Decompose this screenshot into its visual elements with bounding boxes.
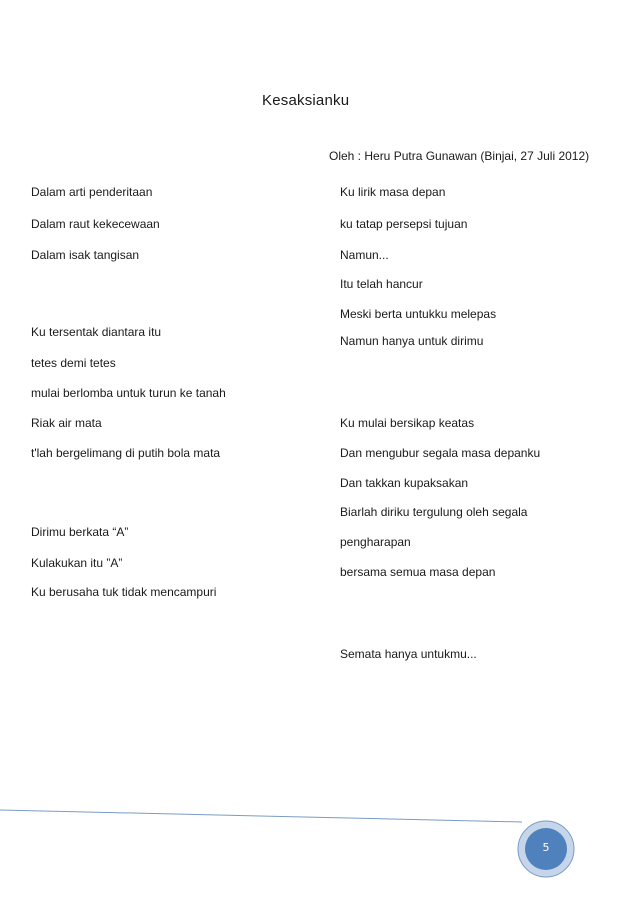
page-number: 5: [542, 841, 550, 854]
left-line-1: Dalam arti penderitaan: [31, 185, 153, 199]
left-line-7: Riak air mata: [31, 416, 102, 430]
left-line-3: Dalam isak tangisan: [31, 248, 140, 262]
right-line-11: pengharapan: [340, 535, 411, 549]
left-line-9: Dirimu berkata “A”: [31, 525, 129, 539]
right-line-13: Semata hanya untukmu...: [340, 647, 477, 661]
footer-rule: [0, 810, 522, 822]
left-line-6: mulai berlomba untuk turun ke tanah: [31, 386, 226, 400]
right-line-7: Ku mulai bersikap keatas: [340, 416, 475, 430]
right-line-12: bersama semua masa depan: [340, 565, 496, 579]
left-line-8: t'lah bergelimang di putih bola mata: [31, 446, 221, 460]
left-line-11: Ku berusaha tuk tidak mencampuri: [31, 585, 217, 599]
right-line-4: Itu telah hancur: [340, 277, 423, 291]
right-line-3: Namun...: [340, 248, 389, 262]
page-title: Kesaksianku: [262, 92, 350, 109]
right-line-6: Namun hanya untuk dirimu: [340, 334, 484, 348]
left-line-4: Ku tersentak diantara itu: [31, 325, 162, 339]
right-line-10: Biarlah diriku tergulung oleh segala: [340, 505, 528, 519]
right-line-1: Ku lirik masa depan: [340, 185, 446, 199]
right-line-2: ku tatap persepsi tujuan: [340, 217, 468, 231]
left-line-2: Dalam raut kekecewaan: [31, 217, 160, 231]
author-line: Oleh : Heru Putra Gunawan (Binjai, 27 Juli 2012): [329, 149, 590, 163]
left-line-10: Kulakukan itu ”A”: [31, 556, 123, 570]
right-line-5: Meski berta untukku melepas: [340, 307, 497, 321]
left-line-5: tetes demi tetes: [31, 356, 116, 370]
right-line-9: Dan takkan kupaksakan: [340, 476, 469, 490]
right-line-8: Dan mengubur segala masa depanku: [340, 446, 541, 460]
